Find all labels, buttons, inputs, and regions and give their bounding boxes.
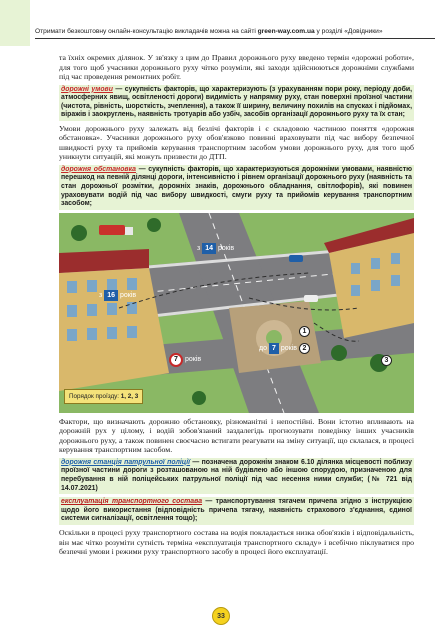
definition-text: — сукупність факторів, що характеризують (з урахуванням пори року, періоду доби, атмосферних явищ, освітленості дороги) видимість у напрямку руху, стан поверхні проїзної частини (чистота, рівність, шорсткість, зчеплення), а також її ширину, величину похилів на спусках і підйомах, віражів і заокруглень, наявність тротуарів або узбіч, засобів організації дорожнього руху та їх стан; bbox=[61, 85, 412, 119]
marker-3: 3 bbox=[381, 355, 392, 366]
definition-road-conditions bbox=[59, 85, 414, 121]
definition-term: дорожні умови bbox=[61, 85, 113, 93]
car-icon bbox=[289, 255, 303, 262]
passage-order-box: Порядок проїзду: 1, 2, 3 bbox=[64, 389, 143, 405]
truck-icon bbox=[99, 225, 125, 235]
car-icon bbox=[304, 295, 318, 302]
age-sign-7: 7 років bbox=[169, 353, 201, 367]
age-label-14: з 14 років bbox=[197, 243, 234, 255]
age-badge: 16 bbox=[104, 290, 118, 302]
definition-police-station bbox=[59, 458, 414, 494]
header-prefix: Отримати безкоштовну онлайн-консультацію викладачів можна на сайті bbox=[35, 28, 258, 35]
definition-term: експлуатація транспортного состава bbox=[61, 498, 203, 506]
age-badge: 14 bbox=[202, 243, 216, 255]
header-divider bbox=[35, 38, 435, 39]
age-badge: 7 bbox=[269, 343, 279, 355]
definition-text: — сукупність факторів, що характеризуються дорожніми умовами, наявністю перешкод на певній ділянці дороги, інтенсивністю і рівнем організації дорожнього руху (наявність та стан дорожньої розмітки, дорожніх знаків, дорожнього обладнання, світлофорів), які повинен ураховувати водій під час вибору швидкості, смуги руху та прийомів керування транспортним засобом; bbox=[61, 165, 412, 208]
header-corner-decoration bbox=[0, 0, 30, 46]
definition-road-situation bbox=[59, 165, 414, 210]
restriction-sign-icon: 7 bbox=[169, 353, 183, 367]
header-suffix: у розділі «Довідники» bbox=[314, 28, 383, 35]
header-text bbox=[35, 28, 440, 35]
illustration-svg bbox=[59, 213, 414, 413]
paragraph-3: Фактори, що визначають дорожню обстановку, різноманітні і непостійні. Вони істотно впливають на дорожній рух у цілому, і водій зобов'язаний заздалегідь прогнозувати поведінку інших учасників дорожнього руху, а також повинен своєчасно встигати реагувати на зміну ситуації, що склалася, в процесі керування транспортним засобом. bbox=[59, 416, 414, 455]
age-label-16: з 16 років bbox=[99, 290, 136, 302]
road-situation-illustration bbox=[59, 213, 414, 413]
amendment-reference: (№ 721 від 14.07.2021) bbox=[61, 476, 413, 492]
age-label-7: до 7 років bbox=[259, 343, 297, 355]
definition-term: дорожня станція патрульної поліції bbox=[61, 458, 191, 466]
definition-text: — транспортування тягачем причепа згідно з інструкцією щодо його використання (відповідність причепа тягачу, наявність страхового з'єднання, єдиної системи сигналізації, освітлення тощо); bbox=[61, 498, 412, 523]
definition-trailer-operation bbox=[59, 497, 414, 525]
paragraph-1: та їхніх окремих ділянок. У зв'язку з цим до Правил дорожнього руху введено термін «дорожні роботи», для того щоб учасники дорожнього руху чітко розуміли, які заходи здійснюються дорожніми службами під час проведення ремонтних робіт. bbox=[59, 53, 414, 81]
definition-text: — позначена дорожнім знаком 6.10 ділянка місцевості поблизу проїзної частини дороги з розташованою на ній будівлею або іншою спорудою, призначеною для перебування в ній поліцейських патрульної поліції під час несення ними служби; bbox=[61, 458, 412, 484]
page-number-badge: 33 bbox=[212, 607, 230, 625]
definition-term: дорожня обстановка bbox=[61, 165, 136, 173]
marker-2: 2 bbox=[299, 343, 310, 354]
header-site-link[interactable]: green-way.com.ua bbox=[257, 28, 315, 35]
page-header bbox=[0, 0, 445, 46]
page-content bbox=[59, 53, 414, 560]
paragraph-4: Оскільки в процесі руху транспортного состава на водія покладається низка обов'язків і відповідальність, він має чітко розуміти сутність терміна «експлуатація транспортного складу» і всебічно піклуватися про безпечні умови і режими руху транспортного засобу в процесі його експлуатації. bbox=[59, 528, 414, 556]
marker-1: 1 bbox=[299, 326, 310, 337]
paragraph-2: Умови дорожнього руху залежать від безлічі факторів і є складовою частиною поняття «дорожня обстановка». Учасники дорожнього руху обов'язково повинні враховувати під час вибору безпечної швидкості руху та прийомів керування транспортним засобом умови дорожнього руху, для того щоб уникнути ситуацій, які можуть призвести до ДТП. bbox=[59, 123, 414, 162]
